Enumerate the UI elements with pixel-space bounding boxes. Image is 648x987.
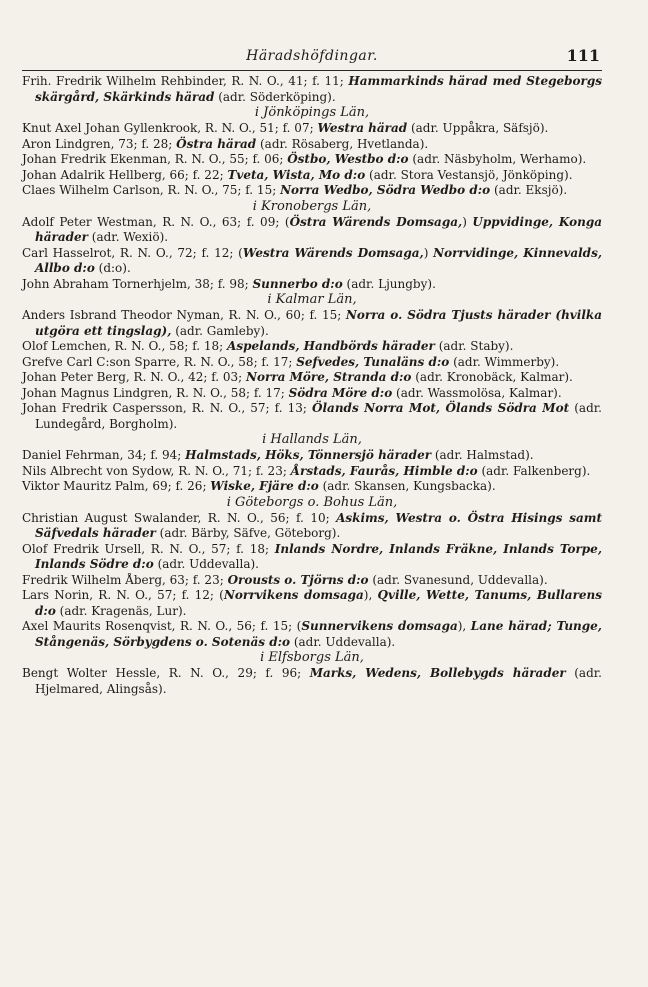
judge-entry: [22, 448, 602, 464]
entry-text: Aron Lindgren, 73; f. 28;: [22, 136, 177, 151]
entry-text: (adr. Staby).: [434, 339, 514, 353]
judge-entry: [22, 619, 602, 650]
judge-entry: [22, 74, 602, 105]
district-name: Norra o. Södra Tjusts härader (hvilka utgöra ett tingslag),: [35, 308, 602, 338]
directory-text: [22, 74, 602, 697]
page-number: 111: [566, 46, 600, 65]
entry-text: (adr. Kronobäck, Kalmar).: [411, 370, 573, 384]
district-name: Lane härad; Tunge, Stångenäs, Sörbygdens o. Sotenäs d:o: [35, 619, 602, 649]
entry-text: (adr. Hjelmared, Alingsås).: [35, 666, 602, 696]
judge-entry: [22, 215, 602, 246]
entry-text: (adr. Halmstad).: [431, 448, 534, 462]
district-name: Norrvidinge, Kinnevalds, Allbo d:o: [35, 245, 603, 275]
judge-entry: [22, 666, 602, 697]
district-name: Östra Wärends Domsaga,: [289, 214, 463, 229]
district-name: Sefvedes, Tunaläns d:o: [296, 354, 450, 369]
district-name: Årstads, Faurås, Himble d:o: [290, 463, 478, 478]
entry-text: ),: [457, 619, 471, 633]
entry-text: (adr. Näsbyholm, Werhamo).: [408, 152, 587, 166]
running-header: [22, 48, 602, 71]
county-heading: i Elfsborgs Län,: [260, 650, 364, 665]
entry-text: Carl Hasselrot, R. N. O., 72; f. 12; (: [22, 245, 243, 260]
judge-entry: [22, 401, 602, 432]
entry-text: Johan Fredrik Caspersson, R. N. O., 57; f. 13;: [22, 401, 313, 415]
entry-text: Frih. Fredrik Wilhelm Rehbinder, R. N. O., 41; f. 11;: [22, 74, 349, 88]
entry-text: (adr. Uddevalla).: [290, 634, 396, 649]
judge-entry: [22, 542, 602, 573]
entry-text: Johan Fredrik Ekenman, R. N. O., 55; f. 06;: [22, 152, 288, 166]
district-name: Ölands Norra Mot, Ölands Södra Mot: [312, 401, 570, 415]
county-heading: i Kronobergs Län,: [252, 198, 372, 214]
judge-entry: [22, 339, 602, 355]
district-name: Uppvidinge, Konga härader: [35, 214, 602, 244]
judge-entry: [22, 479, 602, 495]
county-heading: i Jönköpings Län,: [254, 105, 370, 120]
district-name: Marks, Wedens, Bollebygds härader: [309, 666, 566, 680]
district-name: Westra Wärends Domsaga,: [242, 245, 424, 260]
district-name: Södra Möre d:o: [288, 385, 393, 400]
entry-text: (adr. Falkenberg).: [477, 463, 591, 478]
entry-text: (d:o).: [94, 261, 131, 275]
entry-text: (adr. Eksjö).: [490, 183, 568, 197]
district-name: Orousts o. Tjörns d:o: [227, 572, 369, 587]
judge-entry: [22, 464, 602, 480]
entry-text: Fredrik Wilhelm Åberg, 63; f. 23;: [22, 572, 228, 587]
entry-text: Anders Isbrand Theodor Nyman, R. N. O., 60; f. 15;: [22, 308, 346, 322]
entry-text: ),: [363, 588, 378, 602]
entry-text: Olof Fredrik Ursell, R. N. O., 57; f. 18;: [22, 541, 275, 556]
entry-text: (adr. Uddevalla).: [153, 557, 259, 571]
entry-text: (adr. Rösaberg, Hvetlanda).: [256, 136, 429, 151]
entry-text: (adr. Skansen, Kungsbacka).: [318, 479, 496, 493]
entry-text: Viktor Mauritz Palm, 69; f. 26;: [22, 479, 211, 493]
judge-entry: [22, 137, 602, 153]
judge-entry: [22, 246, 602, 277]
district-name: Tveta, Wista, Mo d:o: [227, 167, 366, 182]
entry-text: (adr. Wexiö).: [87, 230, 169, 244]
district-name: Inlands Nordre, Inlands Fräkne, Inlands Torpe, Inlands Södre d:o: [35, 541, 602, 571]
judge-entry: [22, 588, 602, 619]
county-heading: i Göteborgs o. Bohus Län,: [226, 494, 398, 510]
entry-text: Lars Norin, R. N. O., 57; f. 12; (: [22, 588, 224, 602]
entry-text: ): [423, 245, 434, 260]
district-name: Wiske, Fjäre d:o: [210, 479, 319, 493]
entry-text: (adr. Kragenäs, Lur).: [55, 603, 187, 618]
district-name: Halmstads, Höks, Tönnersjö härader: [185, 448, 432, 462]
district-name: Aspelands, Handbörds härader: [227, 339, 435, 353]
entry-text: John Abraham Tornerhjelm, 38; f. 98;: [22, 276, 253, 291]
entry-text: Bengt Wolter Hessle, R. N. O., 29; f. 96;: [22, 666, 310, 680]
entry-text: (adr. Stora Vestansjö, Jönköping).: [365, 167, 573, 182]
entry-text: Knut Axel Johan Gyllenkrook, R. N. O., 51; f. 07;: [22, 121, 318, 135]
entry-text: ): [462, 214, 473, 229]
entry-text: (adr. Bärby, Säfve, Göteborg).: [155, 526, 341, 540]
entry-text: (adr. Svanesund, Uddevalla).: [368, 572, 548, 587]
entry-text: (adr. Wassmolösa, Kalmar).: [392, 385, 562, 400]
district-name: Norra Möre, Stranda d:o: [246, 370, 412, 384]
judge-entry: [22, 308, 602, 339]
entry-text: Adolf Peter Westman, R. N. O., 63; f. 09; (: [22, 214, 290, 229]
judge-entry: [22, 277, 602, 293]
entry-text: Daniel Fehrman, 34; f. 94;: [22, 448, 186, 462]
entry-text: Grefve Carl C:son Sparre, R. N. O., 58; f. 17;: [22, 354, 297, 369]
entry-text: Johan Peter Berg, R. N. O., 42; f. 03;: [22, 370, 247, 384]
county-heading: i Hallands Län,: [262, 432, 362, 447]
district-name: Sunnerbo d:o: [252, 276, 343, 291]
district-name: Östra härad: [176, 136, 257, 151]
judge-entry: [22, 573, 602, 589]
judge-entry: [22, 183, 602, 199]
judge-entry: [22, 355, 602, 371]
district-name: Qville, Wette, Tanums, Bullarens d:o: [35, 588, 603, 618]
entry-text: (adr. Gamleby).: [171, 323, 269, 338]
judge-entry: [22, 386, 602, 402]
entry-text: Johan Magnus Lindgren, R. N. O., 58; f. 17;: [22, 385, 289, 400]
entry-text: (adr. Ljungby).: [342, 276, 436, 291]
district-name: Sunnervikens domsaga: [301, 619, 458, 633]
entry-text: (adr. Söderköping).: [214, 89, 336, 104]
entry-text: (adr. Uppåkra, Säfsjö).: [407, 121, 549, 135]
judge-entry: [22, 511, 602, 542]
district-name: Westra härad: [317, 121, 408, 135]
entry-text: (adr. Wimmerby).: [449, 354, 560, 369]
district-name: Askims, Westra o. Östra Hisings samt Säfvedals härader: [35, 510, 602, 540]
judge-entry: [22, 168, 602, 184]
district-name: Östbo, Westbo d:o: [287, 152, 409, 166]
district-name: Hammarkinds härad med Stegeborgs skärgård, Skärkinds härad: [35, 74, 602, 104]
entry-text: Claes Wilhelm Carlson, R. N. O., 75; f. 15;: [22, 183, 281, 197]
entry-text: (adr. Lundegård, Borgholm).: [35, 401, 602, 431]
judge-entry: [22, 152, 602, 168]
county-heading: i Kalmar Län,: [267, 292, 357, 307]
entry-text: Olof Lemchen, R. N. O., 58; f. 18;: [22, 339, 228, 353]
district-name: Norrvikens domsaga: [223, 588, 364, 602]
entry-text: Nils Albrecht von Sydow, R. N. O., 71; f. 23;: [22, 463, 291, 478]
judge-entry: [22, 121, 602, 137]
entry-text: Axel Maurits Rosenqvist, R. N. O., 56; f. 15; (: [22, 619, 302, 633]
district-name: Norra Wedbo, Södra Wedbo d:o: [280, 183, 491, 197]
judge-entry: [22, 370, 602, 386]
running-title: Häradshöfdingar.: [246, 48, 378, 64]
entry-text: Johan Adalrik Hellberg, 66; f. 22;: [22, 167, 228, 182]
entry-text: Christian August Swalander, R. N. O., 56; f. 10;: [22, 510, 337, 525]
